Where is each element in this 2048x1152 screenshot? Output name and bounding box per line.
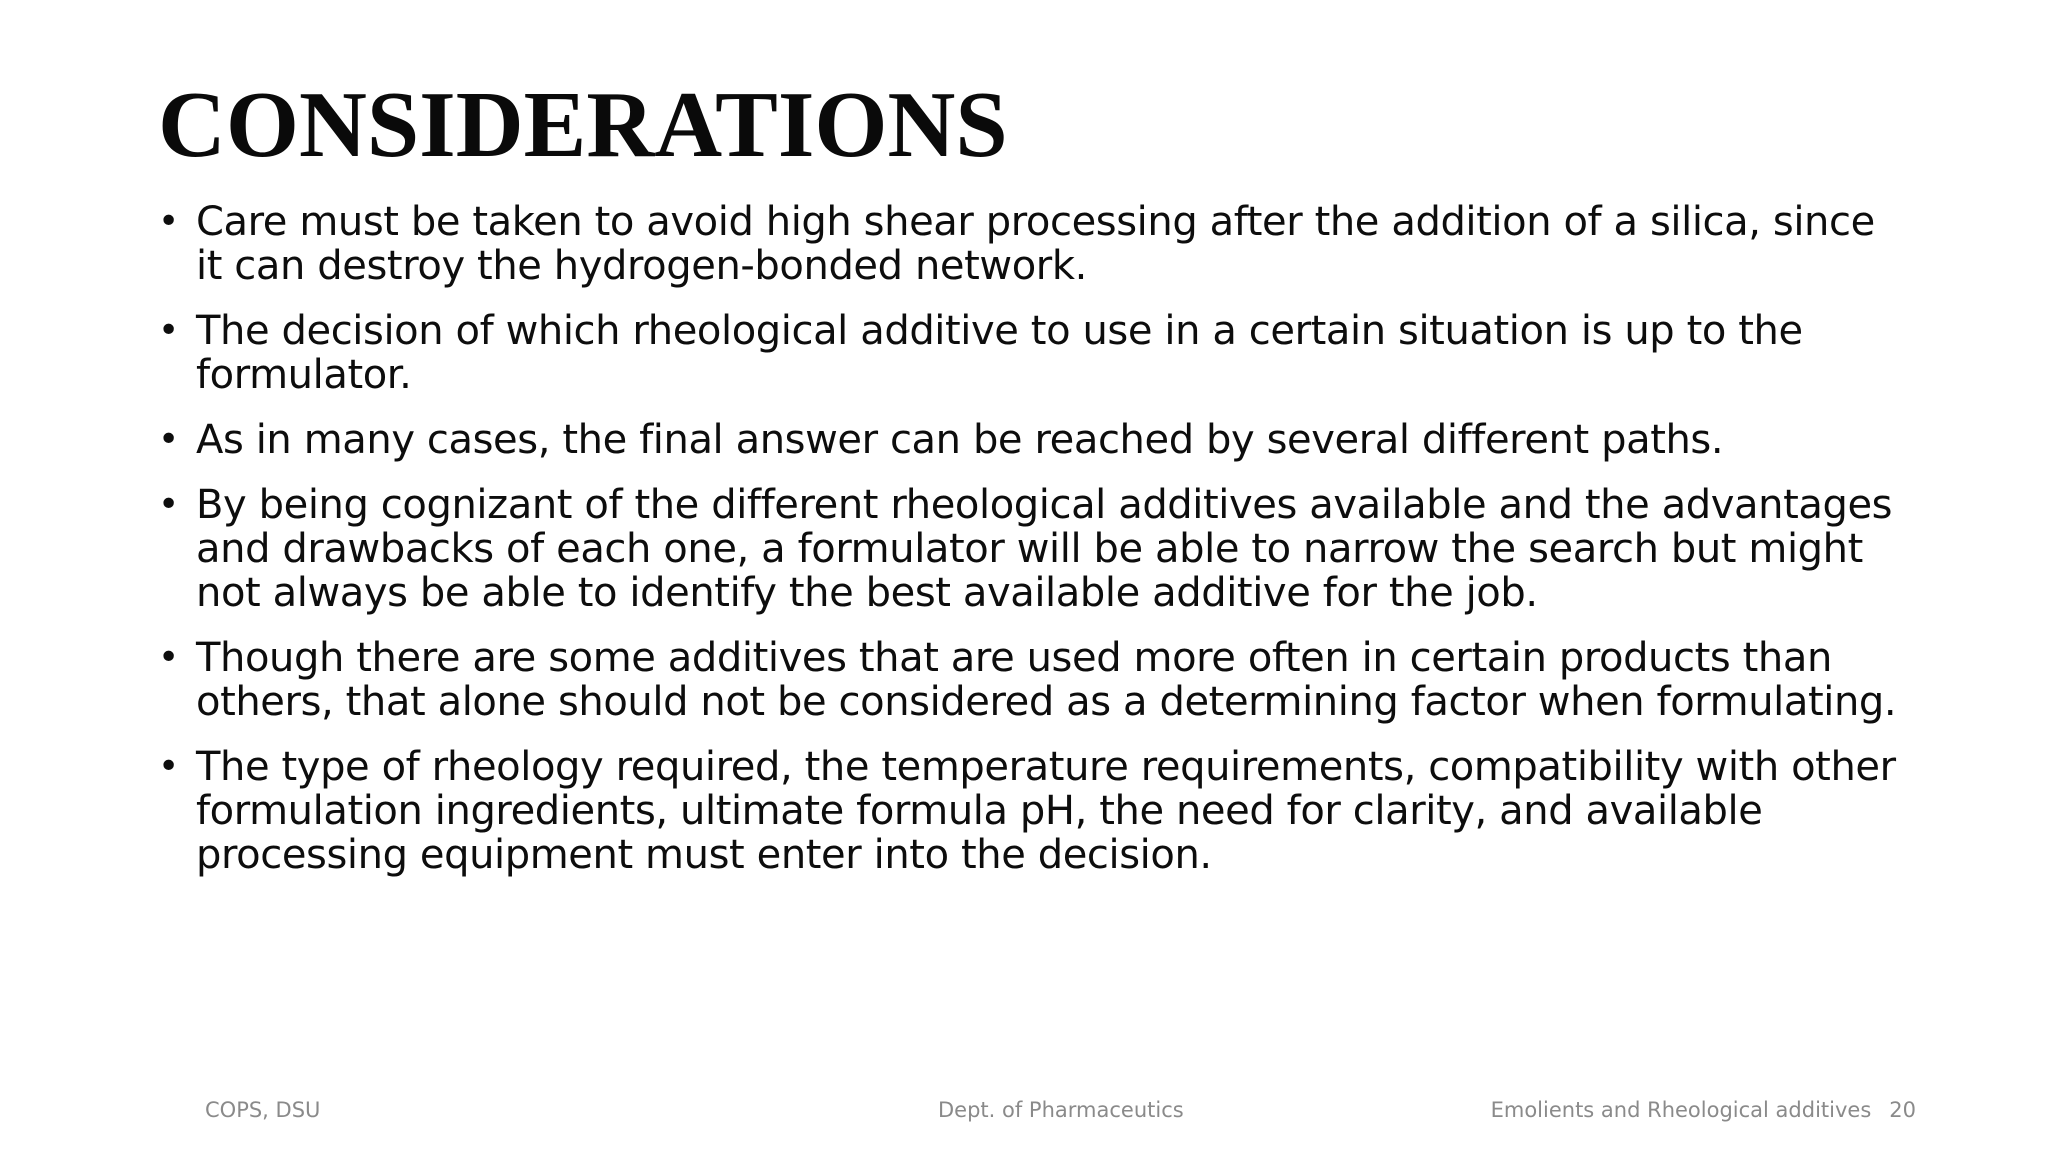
bullet-item: [158, 309, 1908, 397]
footer-center-text: Dept. of Pharmaceutics: [938, 1098, 1184, 1122]
bullet-icon: •: [158, 310, 179, 351]
bullet-text: Though there are some additives that are used more often in certain products than others, that alone should not be considered as a determining factor when formulating.: [196, 635, 1897, 725]
bullet-text: By being cognizant of the different rheological additives available and the advantages and drawbacks of each one, a formulator will be able to narrow the search but might not always be able to identify the best available additive for the job.: [196, 482, 1893, 616]
page-number: 20: [1889, 1098, 1916, 1122]
bullet-text: As in many cases, the final answer can be reached by several different paths.: [196, 417, 1724, 463]
bullet-icon: •: [158, 637, 179, 678]
bullet-item: [158, 483, 1908, 615]
bullet-icon: •: [158, 419, 179, 460]
bullet-item: [158, 418, 1908, 462]
bullet-icon: •: [158, 746, 179, 787]
bullet-item: [158, 200, 1908, 288]
bullet-item: [158, 636, 1908, 724]
bullet-item: [158, 745, 1908, 877]
footer-left-text: COPS, DSU: [205, 1098, 321, 1122]
bullet-text: Care must be taken to avoid high shear processing after the addition of a silica, since it can destroy the hydrogen-bonded network.: [196, 199, 1875, 289]
footer-right-text: Emolients and Rheological additives: [1490, 1098, 1872, 1122]
bullet-list: [158, 200, 1908, 898]
footer-right: [1491, 1098, 1916, 1122]
bullet-icon: •: [158, 201, 179, 242]
bullet-icon: •: [158, 484, 179, 525]
bullet-text: The decision of which rheological additive to use in a certain situation is up to the formulator.: [196, 308, 1803, 398]
bullet-text: The type of rheology required, the temperature requirements, compatibility with other formulation ingredients, ultimate formula pH, the need for clarity, and available processing equipment must enter into the decision.: [196, 744, 1896, 878]
slide-title: CONSIDERATIONS: [158, 73, 1008, 177]
